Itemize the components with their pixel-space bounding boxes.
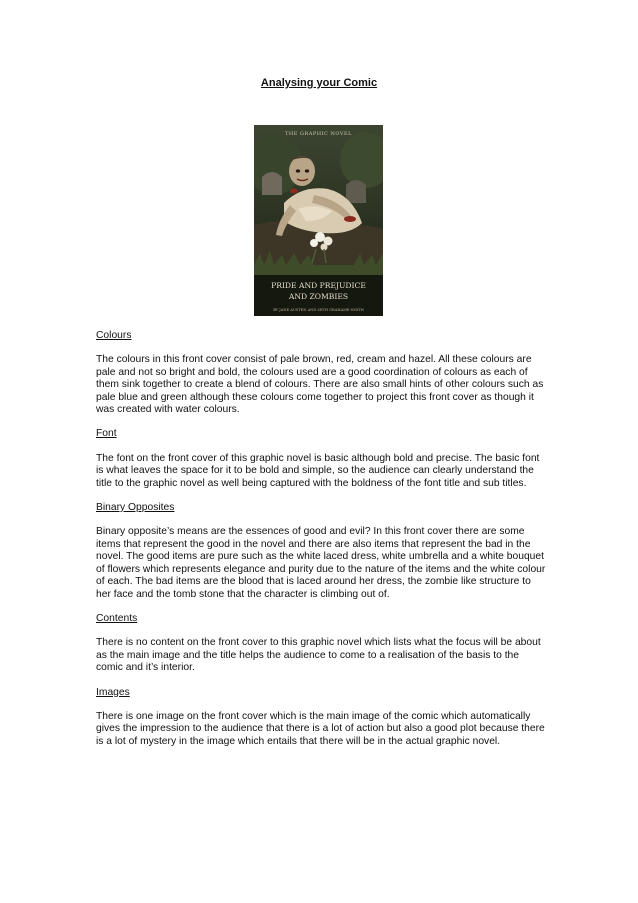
section-body-binary-opposites: Binary opposite’s means are the essences of good and evil? In this front cover there are some items that represent the good in the novel and there are also items that represent the bad in the novel. The good items are pure such as the white laced dress, white umbrella and a white bouquet of flowers which represents elegance and purity due to the nature of the items and the white colour of each. The bad items are the blood that is laced around her dress, the zombie like structure to her face and the tomb stone that the character is climbing out of. bbox=[96, 526, 546, 600]
cover-byline: BY JANE AUSTEN AND SETH GRAHAME-SMITH bbox=[273, 308, 364, 312]
eye-shape bbox=[305, 169, 309, 172]
blood-stain bbox=[344, 216, 356, 222]
section-body-contents: There is no content on the front cover to this graphic novel which lists what the focus will be about as the main image and the title helps the audience to come to a realisation of the basis to the comic and it’s interior. bbox=[96, 637, 541, 674]
section-body-font: The font on the front cover of this graphic novel is basic although bold and precise. The basic font is what leaves the space for it to be bold and simple, so the audience can clearly understand the title to the graphic novel as well being captured with the boldness of the font title and sub titles. bbox=[96, 452, 540, 489]
gravestone-shape bbox=[262, 172, 282, 195]
section-heading-colours: Colours bbox=[96, 330, 132, 341]
section-heading-binary-opposites: Binary Opposites bbox=[96, 502, 175, 514]
section-heading-font: Font bbox=[96, 428, 117, 440]
zombie-head-shape bbox=[289, 156, 315, 186]
section-body-colours: The colours in this front cover consist of pale brown, red, cream and hazel. All these colours are pale and not so bright and bold, the colours used are a good coordination of colours as each of them sink together to create a blend of colours. There are also small hints of other colours such as pale blue and green although these colours come together to project this front cover as though it was created with water colours. bbox=[96, 354, 544, 416]
gravestone-shape bbox=[346, 180, 366, 203]
flower-shape bbox=[310, 239, 318, 247]
cover-illustration bbox=[254, 125, 383, 316]
section-heading-contents: Contents bbox=[96, 612, 138, 624]
blood-stain bbox=[290, 189, 298, 194]
cover-top-banner-text: THE GRAPHIC NOVEL bbox=[285, 131, 352, 137]
cover-title-line1: PRIDE AND PREJUDICE bbox=[271, 281, 366, 290]
document-body bbox=[96, 330, 546, 760]
document-title: Analysing your Comic bbox=[260, 77, 378, 89]
eye-shape bbox=[296, 169, 300, 172]
cover-title-line2: AND ZOMBIES bbox=[288, 292, 349, 301]
cover-image bbox=[254, 125, 383, 316]
section-heading-images: Images bbox=[96, 686, 130, 698]
section-body-images: There is one image on the front cover which is the main image of the comic which automatically gives the impression to the audience that there is a lot of action but also a good plot because there is a lot of mystery in the image which entails that there will be in the actual graphic novel. bbox=[96, 710, 545, 747]
